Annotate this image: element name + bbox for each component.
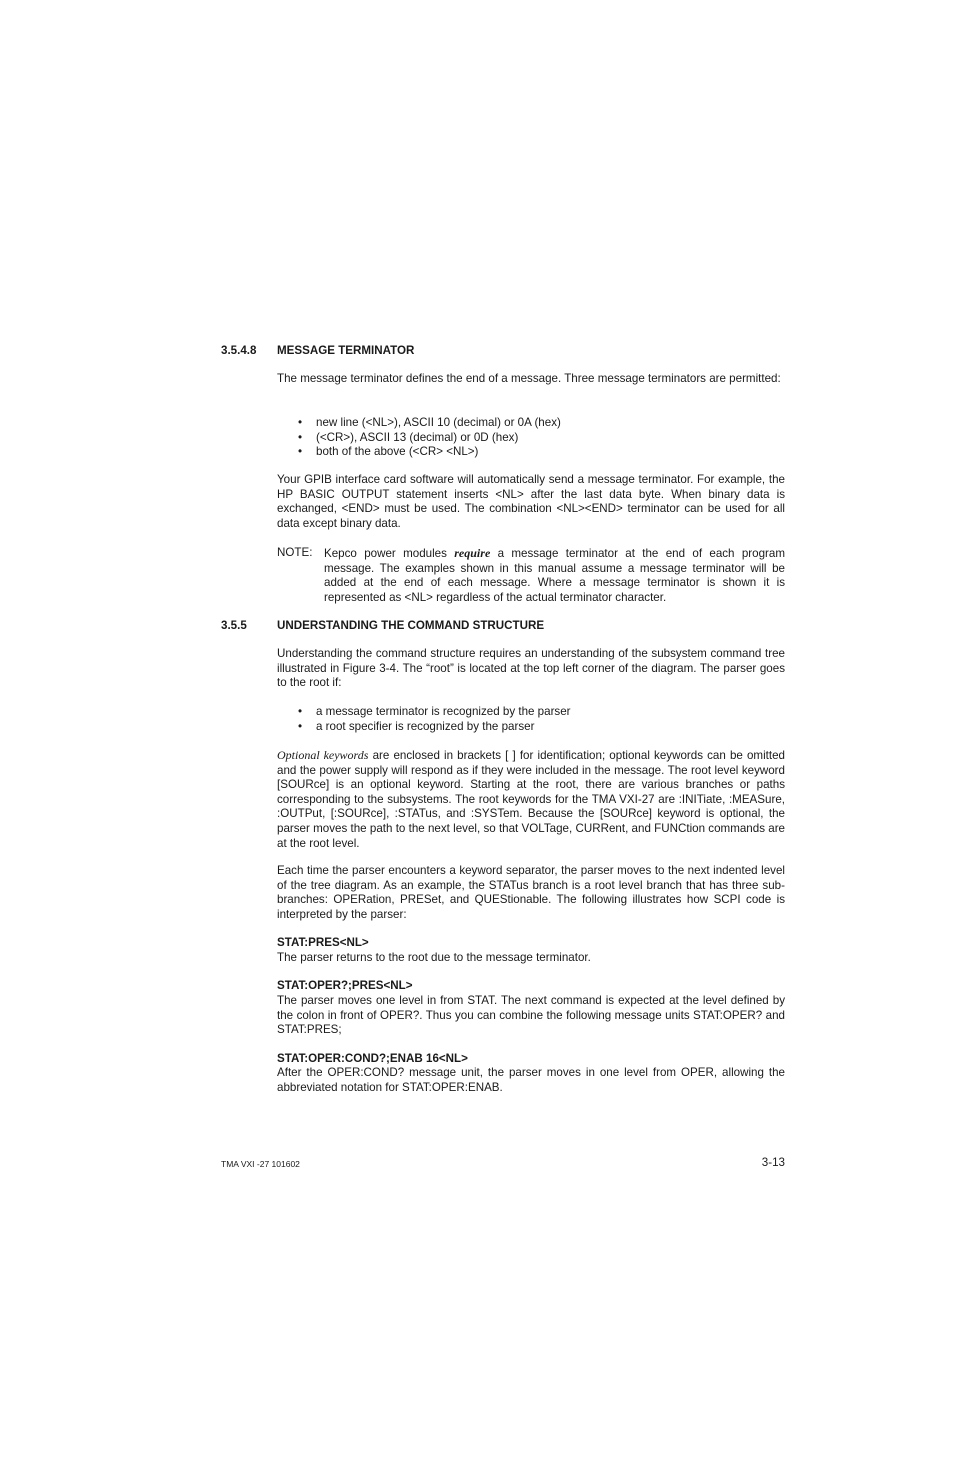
note-label: NOTE:: [277, 546, 313, 559]
paragraph-text: The message terminator defines the end of a message. Three message terminators are permitted:: [277, 372, 781, 385]
list-item: [298, 705, 785, 720]
paragraph-text: Each time the parser encounters a keyword separator, the parser moves to the next indented level of the tree diagram. As an example, the STATus branch is a root level branch that has three sub-branches: OPERation, PRESet, and QUEStionable. The following illustrates how SCPI code is interpreted by the parser:: [277, 864, 785, 921]
footer-page-number: 3-13: [761, 1156, 785, 1169]
paragraph-text-rest: are enclosed in brackets [ ] for identification; optional keywords can be omitted and the power supply will respond as if they were included in the message. The root level keyword [SOURce] is an optional keyword. Starting at the root, there are various branches or paths corresponding to the subsystems. The root keywords for the TMA VXI-27 are :INITiate, :MEASure, :OUTPut, [:SOURce], :STATus, and :SYSTem. Because the [SOURce] keyword is optional, the parser moves the path to the next level, so that VOLTage, CURRent, and FUNCtion commands are at the root level.: [277, 749, 786, 850]
command-example: STAT:OPER:COND?;ENAB 16<NL>: [277, 1052, 468, 1065]
paragraph-text: The parser moves one level in from STAT. The next command is expected at the level defined by the colon in front of OPER?. Thus you can combine the following message units STAT:OPER? and STAT:PRES;: [277, 994, 785, 1037]
bullet-icon: •: [298, 705, 303, 718]
list-item-text: new line (<NL>), ASCII 10 (decimal) or 0A (hex): [316, 416, 561, 429]
note-text: Kepco power modules: [324, 547, 455, 560]
list-item: [298, 431, 785, 446]
bullet-icon: •: [298, 445, 303, 459]
command-example: STAT:OPER?;PRES<NL>: [277, 979, 413, 992]
section-title: UNDERSTANDING THE COMMAND STRUCTURE: [277, 619, 545, 632]
list-item: [298, 720, 785, 735]
list-item-text: both of the above (<CR> <NL>): [316, 445, 479, 459]
section-title: MESSAGE TERMINATOR: [277, 344, 415, 357]
paragraph-text: Understanding the command structure requires an understanding of the subsystem command tree illustrated in Figure 3-4. The “root” is located at the top left corner of the diagram. The parser goes to the root if:: [277, 647, 785, 690]
note-text: a message terminator at the end of each program message. The examples shown in this manual assume a message terminator will be added at the end of each message. Where a message terminator is shown it is represented as <NL> regardless of the actual terminator character.: [324, 547, 786, 604]
bullet-list: [298, 416, 785, 460]
note-body: [324, 546, 785, 605]
bullet-list: [298, 705, 785, 734]
section-number: 3.5.5: [221, 619, 247, 632]
list-item: [298, 416, 785, 431]
list-item-text: (<CR>), ASCII 13 (decimal) or 0D (hex): [316, 430, 519, 444]
paragraph-text: The parser returns to the root due to the message terminator.: [277, 951, 591, 964]
paragraph-text: Your GPIB interface card software will automatically send a message terminator. For example, the HP BASIC OUTPUT statement inserts <NL> after the last data byte. When binary data is exchanged, <END> must be used. The combination <NL><END> terminator can be used for all data except binary data.: [277, 473, 785, 530]
paragraph: [277, 748, 785, 851]
list-item-text: a root specifier is recognized by the parser: [316, 719, 535, 733]
paragraph-text: After the OPER:COND? message unit, the parser moves in one level from OPER, allowing the abbreviated notation for STAT:OPER:ENAB.: [277, 1066, 785, 1094]
section-number: 3.5.4.8: [221, 344, 257, 357]
command-description: [277, 1066, 785, 1095]
bullet-icon: •: [298, 430, 303, 444]
paragraph: [277, 647, 785, 691]
bullet-icon: •: [298, 719, 303, 733]
optional-keywords-emphasis: Optional keywords: [277, 748, 369, 762]
list-item-text: a message terminator is recognized by the parser: [316, 705, 571, 718]
list-item: [298, 445, 785, 460]
footer-doc-id: TMA VXI -27 101602: [221, 1159, 300, 1169]
paragraph: [277, 864, 785, 922]
paragraph: [277, 372, 785, 387]
command-description: [277, 951, 785, 966]
command-description: [277, 994, 785, 1038]
bullet-icon: •: [298, 416, 303, 429]
command-example: STAT:PRES<NL>: [277, 936, 369, 949]
paragraph: [277, 473, 785, 531]
note-emphasis: require: [454, 546, 491, 560]
paragraph-text: [277, 748, 785, 851]
